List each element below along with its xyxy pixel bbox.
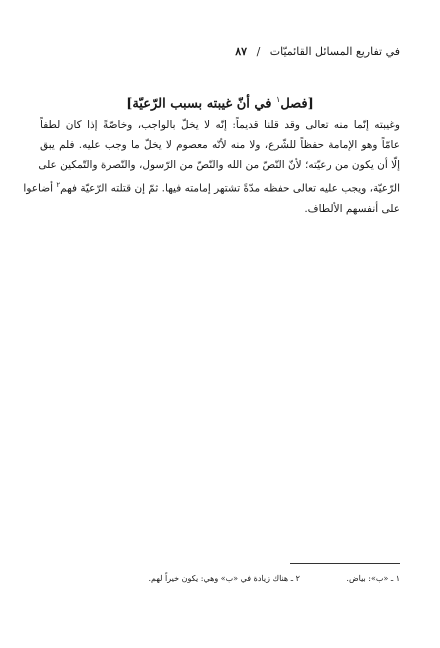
page-number: ٨٧	[235, 45, 248, 58]
section-title-rest: في أنّ غيبته بسبب الرّعيّة]	[126, 96, 277, 112]
body-line-4	[23, 175, 400, 199]
body-line-4-text: الرّعيّة، ويجب عليه تعالى حفظه مدّةً تشتهر إمامته فيها. ثمّ إن قتلته الرّعيّة فهم	[60, 182, 400, 195]
running-header	[40, 42, 400, 62]
section-title-open: [فصل	[280, 96, 314, 112]
footnote-divider	[290, 563, 400, 564]
footnote-1: ١ ـ «ب»: بياض.	[346, 574, 400, 583]
body-line-2: عامّاً وهو الإمامة حفظاً للشّرع، ولا منه لأنّه معصوم لا يخلّ ما وجب عليه. فلم يبق	[40, 139, 400, 151]
body-line-1: وغيبته إنّما منه تعالى وقد قلنا قديماً: إنّه لا يخلّ بالواجب، وخاصّةً إذا كان لطفاً	[40, 119, 400, 131]
header-separator: /	[256, 45, 261, 58]
running-title: في تفاريع المسائل القائميّات	[269, 45, 400, 58]
section-title	[40, 90, 400, 114]
footnote-ref-1: ١	[276, 95, 281, 104]
body-line-4-tail: أضاعوا	[23, 182, 57, 195]
footnotes	[40, 572, 400, 586]
body-line-3: إلّا أن يكون من رعيّته؛ لأنّ النّصّ من الله والنّصّ من الرّسول، والنّصرة والتّمكين على	[38, 159, 400, 171]
footnote-2: ٢ ـ هناك زيادة في «ب» وهي: يكون خيراً لهم.	[148, 574, 300, 583]
body-line-5: على أنفسهم الألطاف.	[304, 202, 400, 215]
footnote-ref-2: ٢	[56, 181, 61, 189]
body-paragraph	[23, 115, 400, 219]
